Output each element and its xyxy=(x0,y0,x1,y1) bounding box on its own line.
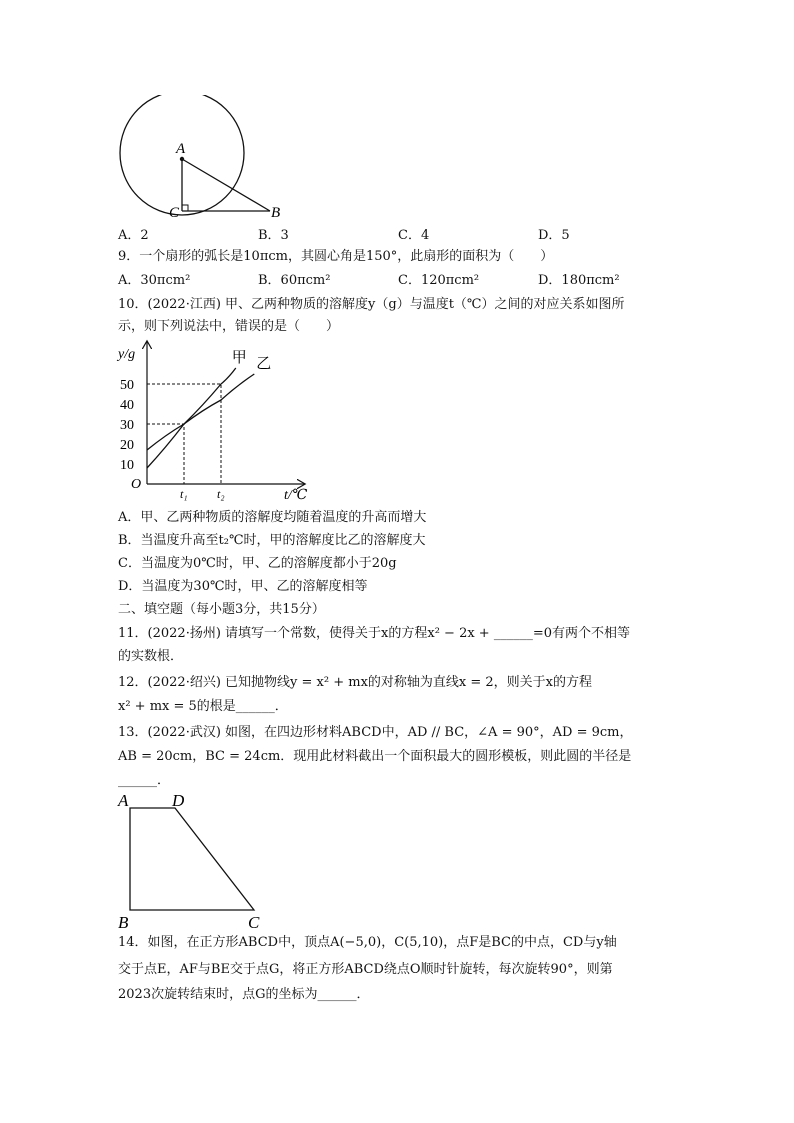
right-angle-mark xyxy=(182,205,188,211)
q14-line3: 2023次旋转结束时，点G的坐标为______． xyxy=(118,987,370,1002)
label-c: C xyxy=(169,205,180,221)
trapezoid-abcd xyxy=(130,808,254,910)
q9-option-b: B．60πcm² xyxy=(258,273,331,288)
y-tick-label: 30 xyxy=(120,418,134,433)
trap-label-a: A xyxy=(118,791,129,810)
y-axis-label: y/g xyxy=(118,347,136,362)
q13-line3: ______． xyxy=(118,773,171,788)
q10-stem-line2: 示，则下列说法中，错误的是（ ） xyxy=(118,319,340,334)
q9-option-c: C．120πcm² xyxy=(398,273,480,288)
q10-option-d: D．当温度为30℃时，甲、乙的溶解度相等 xyxy=(118,579,368,594)
series-label: 乙 xyxy=(256,356,272,372)
guide-t1-30 xyxy=(147,424,184,484)
q10-option-b: B．当温度升高至t₂℃时，甲的溶解度比乙的溶解度大 xyxy=(118,533,426,548)
solubility-chart xyxy=(112,336,322,506)
q8-option-c: C．4 xyxy=(398,228,430,243)
q8-option-a: A．2 xyxy=(118,228,149,243)
q9-option-d: D．180πcm² xyxy=(538,273,620,288)
y-tick-label: 50 xyxy=(120,378,134,393)
series-curve-yi xyxy=(147,374,254,450)
q10-stem-line1: 10．(2022·江西) 甲、乙两种物质的溶解度y（g）与温度t（℃）之间的对应关系如图所 xyxy=(118,297,625,312)
trap-label-c: C xyxy=(248,913,260,932)
q9-option-a: A．30πcm² xyxy=(118,273,191,288)
y-tick-label: 40 xyxy=(120,398,134,413)
q10-option-c: C．当温度为0℃时，甲、乙的溶解度都小于20g xyxy=(118,556,397,571)
y-tick-label: 20 xyxy=(120,438,134,453)
x-axis-label: t/℃ xyxy=(284,488,308,503)
q8-option-d: D．5 xyxy=(538,228,570,243)
origin-label: O xyxy=(131,477,142,492)
q14-line2: 交于点E，AF与BE交于点G，将正方形ABCD绕点O顺时针旋转，每次旋转90°，则第 xyxy=(118,962,613,977)
q9-stem: 9．一个扇形的弧长是10πcm，其圆心角是150°，此扇形的面积为（ ） xyxy=(118,249,554,264)
q8-option-b: B．3 xyxy=(258,228,289,243)
trap-label-d: D xyxy=(172,791,185,810)
series-label: 甲 xyxy=(231,350,247,366)
x-tick-label: t₂ xyxy=(217,487,225,501)
q13-line1: 13．(2022·武汉) 如图，在四边形材料ABCD中，AD // BC，∠A = 90°，AD = 9cm， xyxy=(118,725,633,740)
q13-line2: AB = 20cm，BC = 24cm．现用此材料截出一个面积最大的圆形模板，则此圆的半径是 xyxy=(118,749,632,764)
trap-label-b: B xyxy=(118,913,129,932)
section-heading: 二、填空题（每小题3分，共15分） xyxy=(118,602,325,617)
q11-line2: 的实数根． xyxy=(118,649,184,664)
trapezoid-figure xyxy=(112,786,272,934)
circle-triangle-figure xyxy=(115,95,295,225)
x-tick-label: t₁ xyxy=(180,487,188,501)
y-tick-label: 10 xyxy=(120,458,134,473)
q10-option-a: A．甲、乙两种物质的溶解度均随着温度的升高而增大 xyxy=(118,510,427,525)
q12-line1: 12．(2022·绍兴) 已知抛物线y = x² + mx的对称轴为直线x = 2，则关于x的方程 xyxy=(118,675,592,690)
segment-ab xyxy=(182,159,270,211)
label-b: B xyxy=(271,205,281,221)
point-a-dot xyxy=(180,157,184,161)
q12-line2: x² + mx = 5的根是______． xyxy=(118,699,288,714)
q14-line1: 14．如图，在正方形ABCD中，顶点A(−5,0)，C(5,10)，点F是BC的中点，CD与y轴 xyxy=(118,935,617,950)
label-a: A xyxy=(176,141,186,157)
q11-line1: 11．(2022·扬州) 请填写一个常数，使得关于x的方程x² − 2x + ______=0有两个不相等 xyxy=(118,626,630,641)
